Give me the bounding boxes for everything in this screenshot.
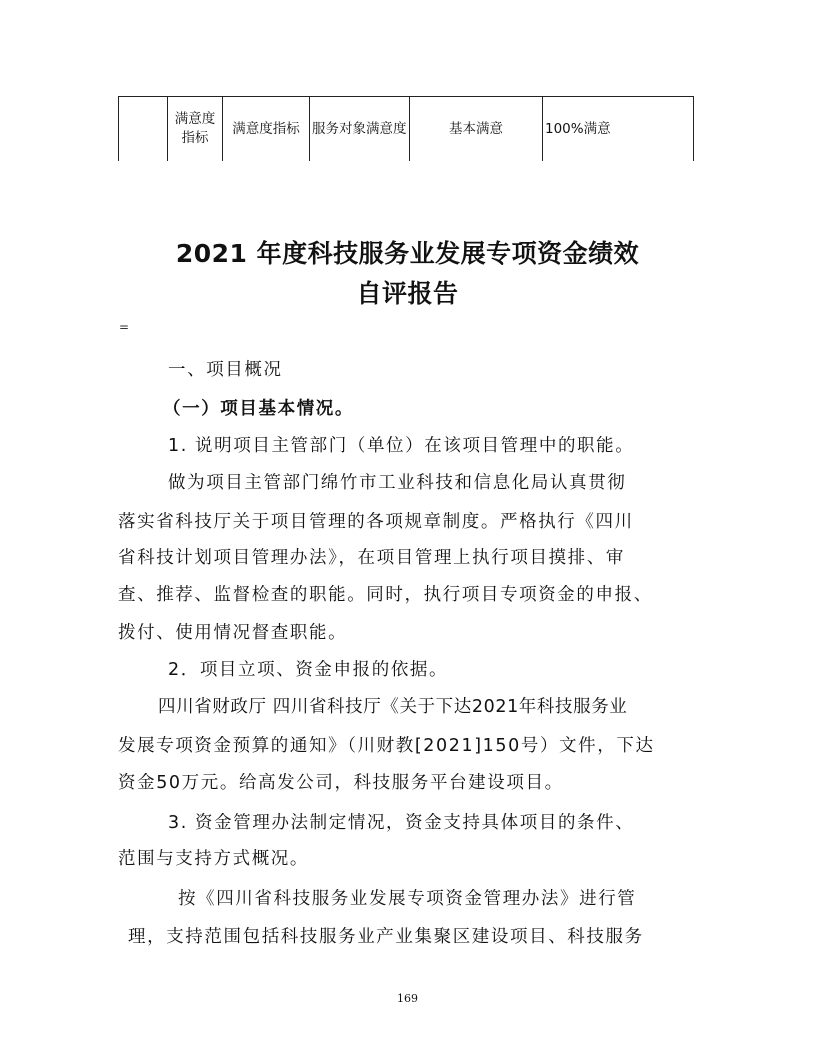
table-cell-level1: 满意度指标 [168,97,223,162]
performance-indicator-table [118,96,694,161]
table-cell-actual: 100%满意 [543,97,694,162]
table-row [119,97,694,162]
item3-heading-cont: 范围与支持方式概况。 [118,849,309,869]
paragraph-line: 发展专项资金预算的通知》（川财教[2021]150号）文件，下达 [118,736,655,756]
paragraph-line: 资金50万元。给高发公司，科技服务平台建设项目。 [118,773,564,793]
table-cell-target: 基本满意 [410,97,543,162]
paragraph-line: 四川省财政厅 四川省科技厅《关于下达2021年科技服务业 [158,697,628,717]
section-heading-overview: 一、项目概况 [168,360,283,380]
paragraph-line: 理，支持范围包括科技服务业产业集聚区建设项目、科技服务 [128,927,644,947]
paragraph-line: 落实省科技厅关于项目管理的各项规章制度。严格执行《四川 [118,512,634,532]
subsection-heading-basic: （一）项目基本情况。 [163,399,354,419]
table-cell-level2: 满意度指标 [223,97,310,162]
item1-heading: 1. 说明项目主管部门（单位）在该项目管理中的职能。 [168,436,635,456]
paragraph-line: 拨付、使用情况督查职能。 [118,623,348,643]
stray-mark: = [119,320,130,334]
report-title-line2: 自评报告 [356,279,459,308]
paragraph-line: 查、推荐、监督检查的职能。同时，执行项目专项资金的申报、 [118,585,653,605]
paragraph-line: 按《四川省科技服务业发展专项资金管理办法》进行管 [178,889,637,909]
page-number: 169 [397,992,418,1005]
paragraph-line: 做为项目主管部门绵竹市工业科技和信息化局认真贯彻 [168,473,627,493]
item2-heading: 2．项目立项、资金申报的依据。 [168,660,449,680]
report-title-line1: 2021 年度科技服务业发展专项资金绩效 [175,239,640,268]
table-cell-blank [119,97,168,162]
item3-heading: 3. 资金管理办法制定情况，资金支持具体项目的条件、 [168,813,635,833]
table-cell-indicator: 服务对象满意度 [310,97,410,162]
paragraph-line: 省科技计划项目管理办法》，在项目管理上执行项目摸排、审 [118,548,625,568]
